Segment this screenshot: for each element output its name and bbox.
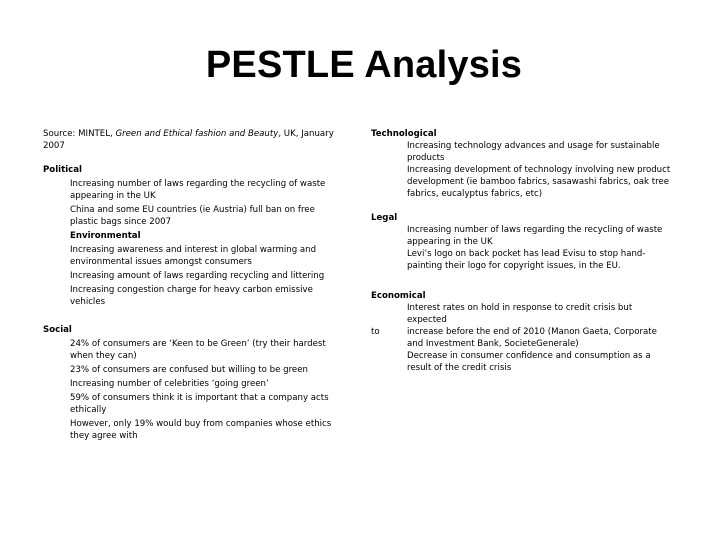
environmental-heading: Environmental: [70, 231, 141, 241]
legal-heading: Legal: [371, 213, 398, 223]
economical-heading: Economical: [371, 291, 426, 301]
right-column: [371, 128, 671, 374]
technological-item: Increasing technology advances and usage for sustainable products: [407, 141, 660, 163]
environmental-item: Increasing congestion charge for heavy carbon emissive vehicles: [70, 285, 313, 307]
social-item: Increasing number of celebrities ‘going green’: [70, 379, 269, 389]
slide-title: PESTLE Analysis: [205, 44, 523, 86]
social-item: However, only 19% would buy from companies whose ethics they agree with: [70, 419, 332, 441]
environmental-item: Increasing awareness and interest in global warming and environmental issues amongst consumers: [70, 245, 317, 267]
economical-item-continued: [371, 326, 671, 350]
source-report-title: Green and Ethical fashion and Beauty: [115, 129, 279, 139]
legal-item: Increasing number of laws regarding the recycling of waste appearing in the UK: [407, 225, 663, 247]
social-item: 24% of consumers are ‘Keen to be Green’ (try their hardest when they can): [70, 339, 326, 361]
social-item: 23% of consumers are confused but willing to be green: [70, 365, 308, 375]
legal-item: Levi’s logo on back pocket has lead Evisu to stop hand-painting their logo for copyright issues, in the EU.: [407, 249, 646, 271]
source-prefix: Source: MINTEL,: [43, 129, 116, 139]
political-item: China and some EU countries (ie Austria) full ban on free plastic bags since 2007: [70, 205, 315, 227]
political-heading: Political: [43, 165, 82, 175]
economical-item-rest: increase before the end of 2010 (Manon Gaeta, Corporate and Investment Bank, SocieteGenerale): [407, 327, 657, 349]
political-item: Increasing number of laws regarding the recycling of waste appearing in the UK: [70, 179, 326, 201]
left-column: [43, 128, 343, 442]
economical-item-lead: to: [371, 327, 380, 337]
technological-item: Increasing development of technology involving new product development (ie bamboo fabrics, sasawashi fabrics, oak tree fabrics, eucalyptus fabrics, etc): [407, 165, 671, 199]
economical-item: Decrease in consumer confidence and consumption as a result of the credit crisis: [407, 351, 651, 373]
social-heading: Social: [43, 325, 72, 335]
source-suffix: , UK, January 2007: [43, 129, 334, 151]
social-item: 59% of consumers think it is important that a company acts ethically: [70, 393, 329, 415]
environmental-item: Increasing amount of laws regarding recycling and littering: [70, 271, 325, 281]
source-line: [43, 128, 343, 152]
economical-item: Interest rates on hold in response to credit crisis but expected: [407, 303, 633, 325]
technological-heading: Technological: [371, 129, 437, 139]
